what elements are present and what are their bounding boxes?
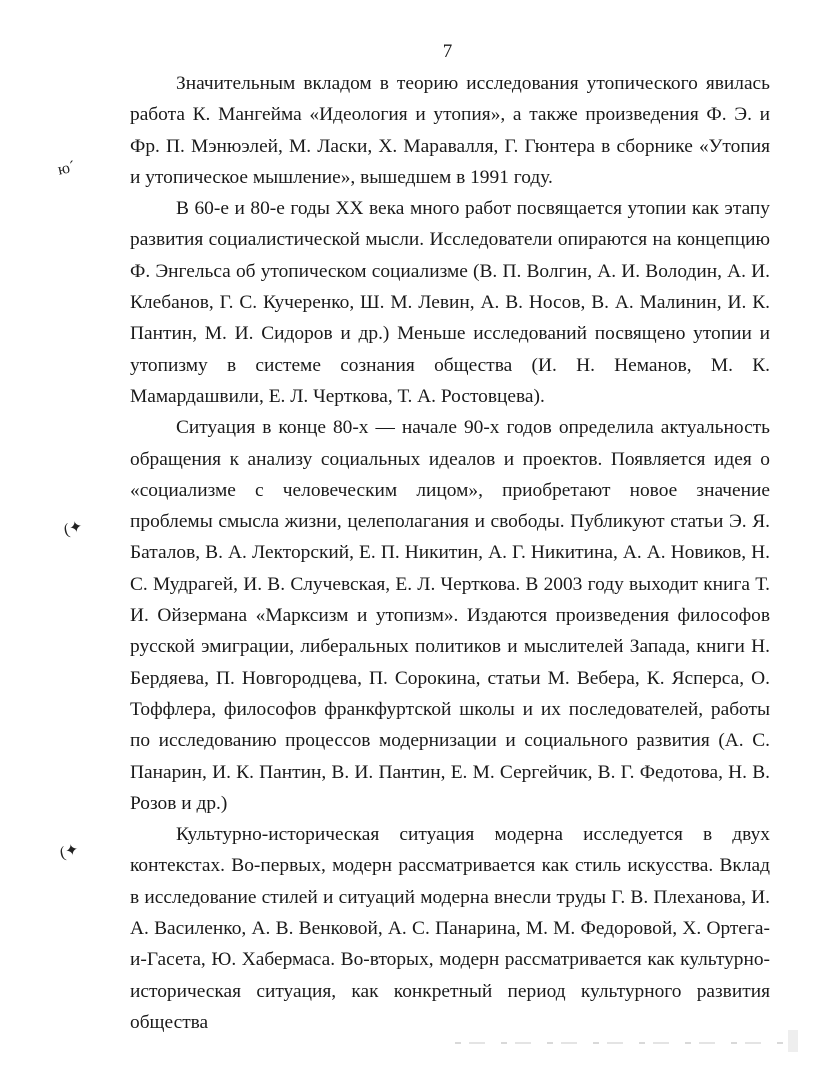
paragraph-mannheim: Значительным вкладом в теорию исследования утопического явилась работа К. Мангейма «Идеология и утопия», а также произведения Ф. Э. и Фр. П. Мэнюэлей, М. Ласки, Х. Маравалля, Г. Гюнтера в сборнике «Утопия и утопическое мышление», вышедшем в 1991 году.: [130, 73, 770, 188]
page-number: 7: [442, 41, 453, 62]
scan-noise-edge: [788, 1030, 798, 1052]
document-body: [130, 68, 770, 1038]
paragraph-socialist-utopia: В 60-е и 80-е годы XX века много работ посвящается утопии как этапу развития социалистической мысли. Исследователи опираются на концепцию Ф. Энгельса об утопическом социализме (В. П. Волгин, А. И. Володин, А. И. Клебанов, Г. С. Кучеренко, Ш. М. Левин, А. В. Носов, В. А. Малинин, И. К. Пантин, М. И. Сидоров и др.) Меньше исследований посвящено утопии и утопизму в системе сознания общества (И. Н. Неманов, М. К. Мамардашвили, Е. Л. Черткова, Т. А. Ростовцева).: [130, 198, 770, 407]
scan-artifact-mark: ю´: [56, 158, 77, 179]
paragraph-modern-situation: Культурно-историческая ситуация модерна исследуется в двух контекстах. Во-первых, модерн рассматривается как стиль искусства. Вклад в исследование стилей и ситуаций модерна внесли труды Г. В. Плеханова, И. А. Василенко, А. В. Венковой, А. С. Панарина, М. М. Федоровой, Х. Ортега-и-Гасета, Ю. Хабермаса. Во-вторых, модерн рассматривается как культурно-историческая ситуация, как конкретный период культурного развития общества: [130, 824, 770, 1033]
paragraph-80s-90s-situation: Ситуация в конце 80-х — начале 90-х годов определила актуальность обращения к анализу социальных идеалов и проектов. Появляется идея о «социализме с человеческим лицом», приобретают новое значение проблемы смысла жизни, целеполагания и свободы. Публикуют статьи Э. Я. Баталов, В. А. Лекторский, Е. П. Никитин, А. Г. Никитина, А. А. Новиков, Н. С. Мудрагей, И. В. Случевская, Е. Л. Черткова. В 2003 году выходит книга Т. И. Ойзермана «Марксизм и утопизм». Издаются произведения философов русской эмиграции, либеральных политиков и мыслителей Запада, книги Н. Бердяева, П. Новгородцева, П. Сорокина, статьи М. Вебера, К. Ясперса, О. Тоффлера, философов франкфуртской школы и их последователей, работы по исследованию процессов модернизации и социального развития (А. С. Панарин, И. К. Пантин, В. И. Пантин, Е. М. Сергейчик, В. Г. Федотова, Н. В. Розов и др.): [130, 417, 770, 814]
scan-artifact-mark: (✦: [58, 841, 81, 862]
scan-noise-line: [455, 1042, 785, 1044]
scan-artifact-mark: (✦: [62, 518, 85, 539]
